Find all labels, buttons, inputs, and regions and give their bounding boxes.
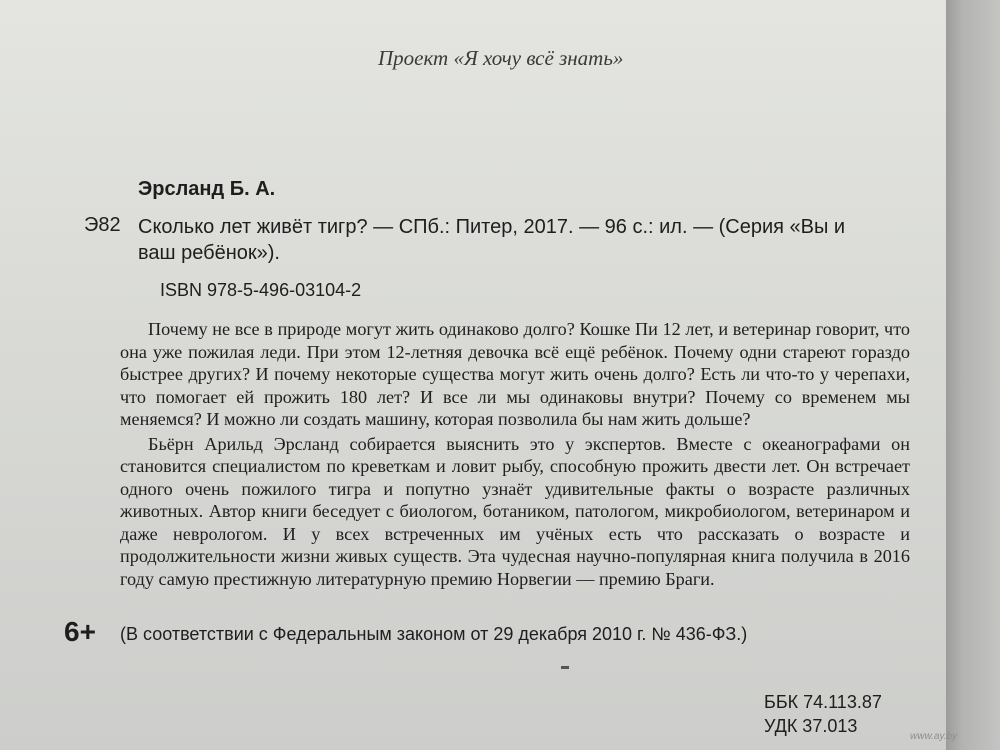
age-rating: 6+ [64, 616, 96, 647]
author-name: Эрсланд Б. А. [138, 178, 276, 200]
watermark: www.ay.by [910, 731, 958, 742]
classification-codes [764, 690, 882, 738]
bbk-code: ББК 74.113.87 [764, 692, 882, 712]
annotation [120, 318, 910, 590]
page-edge-shadow [946, 0, 1000, 750]
series-line: Проект «Я хочу всё знать» [378, 46, 624, 70]
isbn: ISBN 978-5-496-03104-2 [160, 280, 362, 300]
udk-code: УДК 37.013 [764, 716, 858, 736]
age-law-note: (В соответствии с Федеральным законом от 29 декабря 2010 г. № 436-ФЗ.) [120, 624, 748, 644]
bibliographic-entry: Сколько лет живёт тигр? — СПб.: Питер, 2017. — 96 с.: ил. — (Серия «Вы и ваш ребёнок»). [138, 216, 846, 264]
catalog-code: Э82 [84, 214, 121, 236]
annotation-paragraph: Бьёрн Арильд Эрсланд собирается выяснить это у экспертов. Вместе с океанографами он становится специалистом по креветкам и ловит рыбу, способную прожить двести лет. Он встречает одного очень пожилого тигра и попутно узнаёт удивительные факты о возрасте различных животных. Автор книги беседует с биологом, ботаником, патологом, микробиологом, ветеринаром и даже неврологом. И у всех встреченных им учёных есть что рассказать о возрасте и продолжительности жизни живых существ. Эта чудесная научно-популярная книга получила в 2016 году самую престижную литературную премию Норвегии — премию Браги. [120, 433, 910, 589]
print-mark [561, 666, 569, 669]
annotation-paragraph: Почему не все в природе могут жить одинаково долго? Кошке Пи 12 лет, и ветеринар говорит, что она уже пожилая леди. При этом 12-летняя девочка всё ещё ребёнок. Почему одни стареют гораздо быстрее других? И почему некоторые существа могут жить очень долго? Есть ли что-то у черепахи, что помогает ей прожить 180 лет? И все ли мы одинаковы внутри? Почему со временем мы меняемся? И можно ли создать машину, которая позволила бы нам жить дольше? [120, 319, 910, 429]
